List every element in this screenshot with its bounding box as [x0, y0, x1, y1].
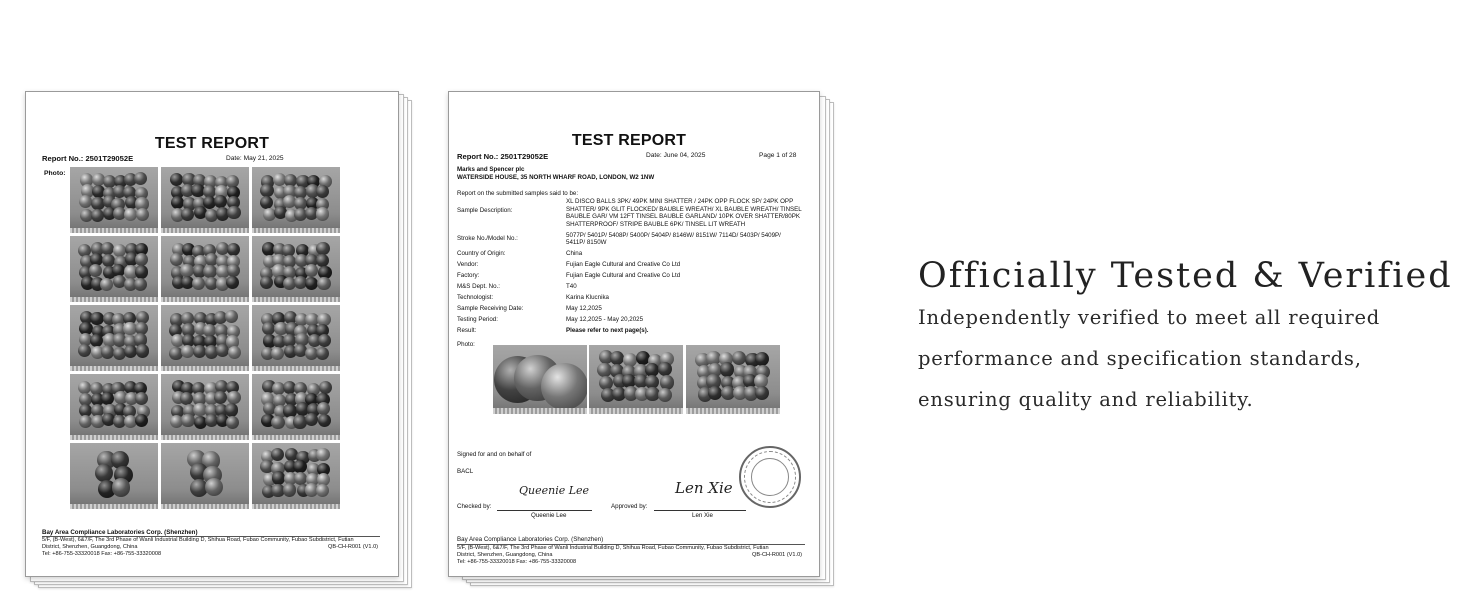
page-number: Page 1 of 28: [759, 152, 797, 159]
test-report-photos-page: [25, 91, 399, 577]
ornament-ball: [732, 351, 746, 365]
field-label: Technologist:: [457, 294, 494, 302]
lab-seal-stamp: [739, 446, 801, 508]
ornament-ball: [272, 471, 285, 484]
ornament-ball: [228, 346, 241, 359]
sample-photo: [70, 374, 158, 440]
field-value: Fujian Eagle Cultural and Creative Co Ltd: [566, 261, 681, 269]
field-value: Please refer to next page(s).: [566, 327, 649, 335]
ornament-ball: [91, 209, 104, 222]
ornament-ball: [755, 352, 769, 366]
lab-contact: Tel: +86-755-33320018 Fax: +86-755-33320008: [457, 559, 577, 565]
form-code: QB-CH-R001 (V1.0): [752, 552, 803, 558]
checked-signature-line: [497, 510, 592, 511]
ornament-ball: [708, 386, 722, 400]
approved-name: Len Xie: [692, 512, 713, 519]
field-label: Testing Period:: [457, 316, 498, 324]
field-value: SHATTERPROOF/ STRIPE BAUBLE 6PK/ TINSEL LIT WREATH: [566, 220, 746, 228]
field-label: Factory:: [457, 272, 480, 280]
ornament-ball: [271, 416, 284, 429]
sample-photo: [161, 374, 249, 440]
lab-address-line-2: District, Shenzhen, Guangdong, China: [42, 544, 138, 550]
sample-photo: [252, 236, 340, 302]
sample-photo: [70, 167, 158, 233]
report-intro: Report on the submitted samples said to be:: [457, 190, 579, 197]
field-value: XL DISCO BALLS 3PK/ 49PK MINI SHATTER / 24PK OPP FLOCK SP/ 24PK OPP: [566, 198, 794, 205]
ornament-ball: [214, 391, 227, 404]
ornament-ball: [225, 403, 238, 416]
field-label: Sample Receiving Date:: [457, 305, 524, 313]
ornament-ball: [610, 351, 624, 365]
ornament-ball: [193, 345, 206, 358]
ornament-ball: [90, 312, 103, 325]
sample-photo: [493, 345, 587, 414]
ornament-ball: [316, 448, 329, 461]
ornament-ball: [136, 344, 149, 357]
ornament-ball: [283, 483, 296, 496]
ornament-ball: [319, 381, 332, 394]
report-number: Report No.: 2501T29052E: [457, 152, 549, 161]
lab-address-line-2: District, Shenzhen, Guangdong, China: [457, 552, 553, 558]
field-value: May 12,2025: [566, 305, 602, 313]
ornament-ball: [181, 414, 194, 427]
approved-by-label: Approved by:: [611, 503, 648, 510]
ornament-ball: [305, 264, 318, 277]
lab-address-line-1: 5/F, (B-West), 6&7/F, The 3rd Phase of Wanli Industrial Building D, Shihua Road, Fubao Community, Fubao Subdistrict, Futian: [42, 537, 354, 543]
company-name: BACL: [457, 468, 474, 475]
field-label: Vendor:: [457, 261, 479, 269]
report-number: Report No.: 2501T29052E: [42, 154, 134, 163]
photo-label: Photo:: [44, 170, 66, 177]
field-value: May 12,2025 - May 20,2025: [566, 316, 644, 324]
field-value: 5411P/ 8150W: [566, 239, 607, 247]
client-address: WATERSIDE HOUSE, 35 NORTH WHARF ROAD, LONDON, W2 1NW: [457, 174, 655, 181]
sample-photo: [161, 305, 249, 371]
lab-name: Bay Area Compliance Laboratories Corp. (Shenzhen): [42, 529, 198, 536]
ornament-ball: [180, 392, 193, 405]
lab-name: Bay Area Compliance Laboratories Corp. (Shenzhen): [457, 536, 604, 543]
ornament-ball: [112, 478, 130, 496]
sample-photo: [686, 345, 780, 414]
report-title: TEST REPORT: [154, 135, 270, 152]
ornament-ball: [136, 208, 149, 221]
field-value: T40: [566, 283, 577, 291]
sample-photo: [252, 305, 340, 371]
approved-signature: Len Xie: [675, 479, 733, 497]
sample-photo: [70, 305, 158, 371]
ornament-ball: [318, 414, 331, 427]
promo-heading: Officially Tested & Verified: [918, 256, 1453, 297]
report-title: TEST REPORT: [571, 132, 687, 149]
sample-photo: [161, 167, 249, 233]
field-value: Fujian Eagle Cultural and Creative Co Ltd: [566, 272, 681, 280]
signed-for-text: Signed for and on behalf of: [457, 451, 532, 458]
ornament-ball: [541, 363, 587, 410]
promo-line: ensuring quality and reliability.: [918, 387, 1254, 411]
ornament-ball: [214, 195, 227, 208]
ornament-ball: [260, 276, 273, 289]
ornament-ball: [135, 265, 148, 278]
field-value: BAUBLE GAR/ VM 12FT TINSEL BAUBLE GARLAND/ 10PK OVER SHATTER/80PK: [566, 213, 800, 221]
ornament-ball: [181, 208, 194, 221]
checked-signature: Queenie Lee: [519, 484, 590, 497]
sample-photo: [589, 345, 683, 414]
field-label: Country of Origin:: [457, 250, 506, 258]
ornament-ball: [317, 277, 330, 290]
lab-contact: Tel: +86-755-33320018 Fax: +86-755-33320008: [42, 551, 162, 557]
sample-photo: [252, 443, 340, 509]
field-label: Result:: [457, 327, 477, 335]
ornament-ball: [227, 391, 240, 404]
ornament-ball: [318, 334, 331, 347]
ornament-ball: [316, 185, 329, 198]
checked-by-label: Checked by:: [457, 503, 492, 510]
field-value: SHATTER/ 9PK GLIT FLOCKED/ BAUBLE WREATH/ XL BAUBLE WREATH/ TINSEL: [566, 205, 802, 213]
client-name: Marks and Spencer plc: [457, 166, 525, 173]
ornament-ball: [135, 253, 148, 266]
promo-line: performance and specification standards,: [918, 346, 1362, 370]
sample-photo: [252, 167, 340, 233]
promo-line: Independently verified to meet all required: [918, 306, 1381, 329]
sample-photo: [70, 443, 158, 509]
sample-photo: [161, 236, 249, 302]
field-value: 5077P/ 5401P/ 5408P/ 5400P/ 5404P/ 8146W/ 8151W/ 7114D/ 5403P/ 5409P/: [566, 231, 781, 239]
sample-photo: [252, 374, 340, 440]
ornament-ball: [226, 276, 239, 289]
field-value: Karina Klucnika: [566, 294, 609, 302]
ornament-ball: [227, 206, 240, 219]
sample-photo: [70, 236, 158, 302]
test-report-summary-page: [448, 91, 820, 577]
ornament-ball: [720, 362, 734, 376]
field-label: Stroke No./Model No.:: [457, 234, 518, 242]
report-date: Date: May 21, 2025: [226, 155, 284, 162]
photo-label: Photo:: [457, 341, 475, 348]
form-code: QB-CH-R001 (V1.0): [328, 544, 379, 550]
sample-photo: [161, 443, 249, 509]
field-label: M&S Dept. No.:: [457, 283, 500, 291]
field-label: Sample Description:: [457, 207, 513, 214]
ornament-ball: [316, 207, 329, 220]
approved-signature-line: [654, 510, 746, 511]
ornament-ball: [305, 277, 318, 290]
checked-name: Queenie Lee: [531, 512, 567, 519]
field-value: China: [566, 250, 583, 258]
lab-address-line-1: 5/F, (B-West), 6&7/F, The 3rd Phase of Wanli Industrial Building D, Shihua Road, Fubao Community, Fubao Subdistrict, Futian: [457, 545, 769, 551]
report-date: Date: June 04, 2025: [646, 152, 706, 159]
ornament-ball: [124, 208, 137, 221]
promo-description: [918, 298, 1438, 420]
